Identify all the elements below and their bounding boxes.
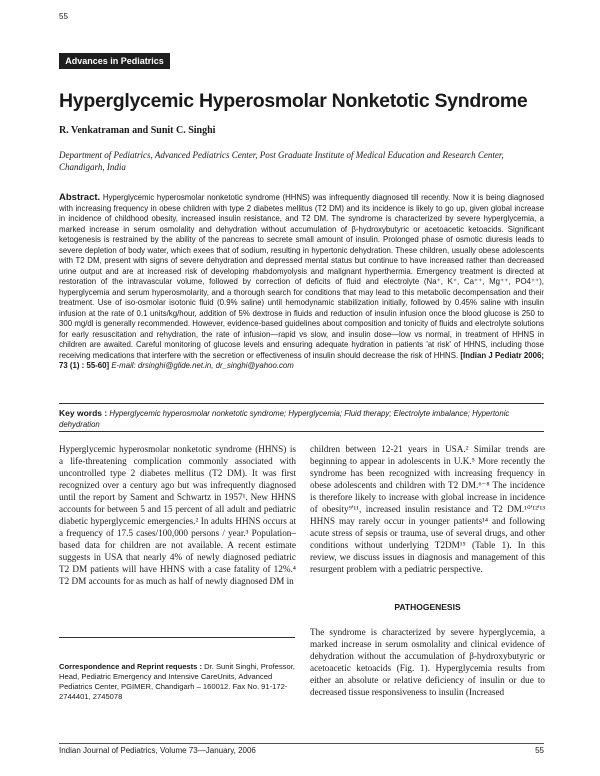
citation: [Indian J Pediatr 2006; 73 (1) : 55-60] — [59, 350, 544, 370]
body-left-column — [59, 443, 296, 587]
page-number-top: 55 — [59, 12, 68, 21]
footer-page-number: 55 — [535, 746, 544, 755]
email-line: E-mail: drsinghi@glide.net.in, dr_singhi@yahoo.com — [111, 361, 294, 370]
keywords-rule-bottom — [59, 431, 544, 432]
abstract — [59, 193, 544, 372]
pathogenesis-heading: PATHOGENESIS — [394, 602, 461, 612]
correspondence-note — [59, 662, 296, 702]
pathogenesis-paragraph: The syndrome is characterized by severe hyperglycemia, a marked increase in serum osmolality and clinical evidence of dehydration without the accumulation of β-hydroxybutyric or acetoacetic ketoacids (Fig. 1). Hyperglycemia results from either an absolute or relative deficiency of insulin or due to decreased tissue responsiveness to insulin (Increased — [310, 627, 545, 697]
correspondence-rule — [59, 637, 295, 638]
intro-paragraph: Hyperglycemic hyperosmolar nonketotic syndrome (HHNS) is a life-threatening complication commonly associated with uncontrolled type 2 diabetes mellitus (T2 DM). It was first recognized over a century ago but was infrequently diagnosed until the report by Sament and Schwartz in 1957¹. New HHNS accounts for between 5 and 15 percent of all adult and pediatric diabetic hyperglycemic emergencies.² In adults HHNS occurs at a frequency of 17.5 cases/100,000 persons / year.³ Population–based data for children are not available. A recent estimate suggests in USA that nearly 4% of newly diagnosed pediatric T2 DM patients will have HHNS with a case fatality of 12%.⁴ T2 DM accounts for as much as half of newly diagnosed DM in — [59, 444, 296, 586]
correspondence-label: Correspondence and Reprint requests : — [59, 662, 203, 671]
section-tag: Advances in Pediatrics — [59, 53, 170, 69]
footer-rule — [59, 743, 544, 744]
keywords-label: Key words : — [59, 408, 108, 418]
intro-paragraph-continued: children between 12-21 years in USA.² Similar trends are beginning to appear in adolescents in U.K.⁵ More recently the syndrome has been recognized with increasing frequency in obese adolescents and children with T2 DM.⁶⁻⁸ The incidence is therefore likely to increase with global increase in incidence of obesity⁹'¹¹, increased insulin resistance and T2 DM.¹⁰'¹²'¹³ HHNS may rarely occur in younger patients¹⁴ and following acute stress of sepsis or trauma, use of several drugs, and other conditions without underlying T2DM¹⁵ (Table 1). In this review, we discuss issues in diagnosis and management of this resurgent problem with a pediatric perspective. — [310, 444, 545, 574]
keywords — [59, 408, 544, 430]
authors: R. Venkatraman and Sunit C. Singhi — [59, 125, 216, 136]
footer-journal: Indian Journal of Pediatrics, Volume 73—January, 2006 — [59, 746, 256, 755]
abstract-text: Hyperglycemic hyperosmolar nonketotic syndrome (HHNS) was infrequently diagnosed till recently. Now it is being diagnosed with increasing frequency in obese children with type 2 diabetes mellitus (T2 DM) and its incidence is likely to go up, given global increase in incidence of childhood obesity, increased insulin resistance, and T2 DM. The syndrome is characterized by severe hyperglycemia, a marked increase in serum osmolality and dehydration without accumulation of β-hydroxybutyric or acetoacetic ketoacids. Significant ketogenesis is restrained by the ability of the pancreas to secrete small amount of insulin. Prolonged phase of osmotic diuresis leads to severe depletion of body water, which exees that of sodium, resulting in hypertonic dehydration. These children, usually obese adolescents with T2 DM, present with signs of severe dehydration and depressed mental status but continue to have increased rather than decreased urine output and are at increased risk of developing rhabdomyolysis and malignant hyperthermia. Emergency treatment is directed at restoration of the intravascular volume, followed by correction of deficits of fluid and electrolyte (Na⁺, K⁺, Ca⁺⁺, Mg⁺⁺, PO4⁺⁺), hyperglycemia and serum hyperosmolarity, and a thorough search for conditions that may lead to this metabolic decompensation and their treatment. Use of iso-osmolar isotonic fluid (0.9% saline) until hemodynamic stabilization initially, followed by 0.45% saline with insulin infusion at the rate of 0.1 units/kg/hour, addition of 5% dextrose in fluids and reduction of insulin infusion once the blood glucose is 250 to 300 mg/dl is generally recommended. However, evidence-based guidelines about composition and tonicity of fluids and electrolyte solutions for early resuscitation and rehydration, the rate of infusion—rapid vs slow, and insulin dose—low vs normal, in treatment of HHNS in children are awaited. Careful monitoring of glucose levels and ensuring adequate hydration in patients 'at risk' of HHNS, including those receiving medications that interfere with the secretion or effectiveness of insulin should decrease the risk of HHNS. — [59, 193, 544, 360]
abstract-label: Abstract. — [59, 192, 101, 203]
correspondence-text: Dr. Sunit Singhi, Professor, Head, Pediatric Emergency and Intensive CareUnits, Advanced Pediatrics Center, PGIMER, Chandigarh – 160012. Fax No. 91-172-2744401, 2745078 — [59, 662, 295, 701]
pathogenesis-column — [310, 626, 545, 698]
body-right-column — [310, 443, 545, 575]
affiliation: Department of Pediatrics, Advanced Pediatrics Center, Post Graduate Institute of Medical Education and Research Center, Chandigarh, India — [59, 150, 504, 172]
article-title: Hyperglycemic Hyperosmolar Nonketotic Syndrome — [59, 90, 528, 112]
keywords-text: Hyperglycemic hyperosmolar nonketotic syndrome; Hyperglycemia; Fluid therapy; Electrolyte imbalance; Hypertonic dehydration — [59, 409, 510, 429]
keywords-rule-top — [59, 403, 544, 404]
